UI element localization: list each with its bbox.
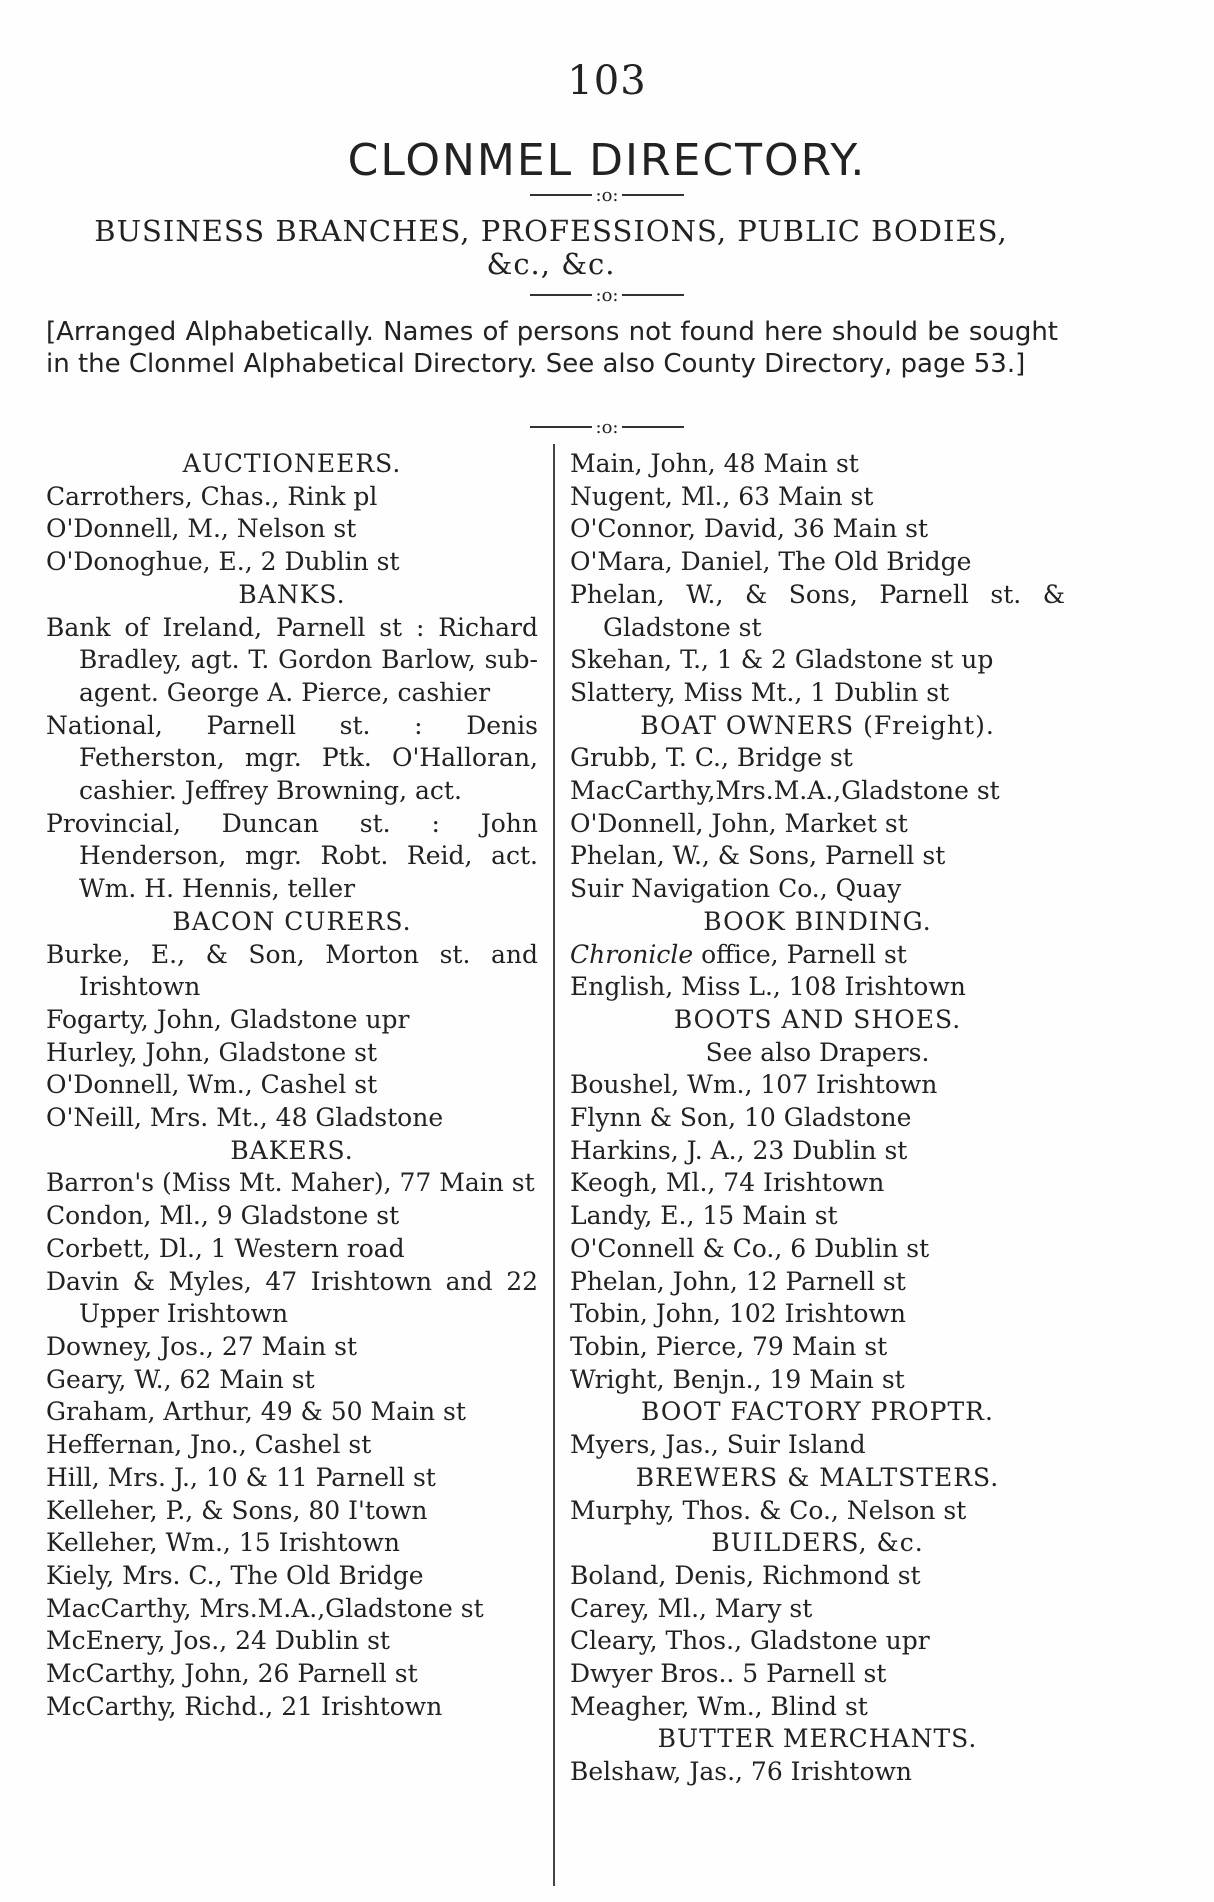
section-heading: BOOTS AND SHOES.	[673, 1004, 962, 1034]
directory-entry: Cleary, Thos., Gladstone upr	[570, 1626, 930, 1656]
divider-mark: :o:	[595, 284, 619, 306]
directory-entry: Heffernan, Jno., Cashel st	[46, 1430, 372, 1460]
directory-entry: Landy, E., 15 Main st	[570, 1201, 838, 1231]
directory-entry: Belshaw, Jas., 76 Irishtown	[570, 1757, 913, 1787]
directory-entry: O'Connell & Co., 6 Dublin st	[570, 1233, 930, 1263]
subtitle-divider	[0, 284, 1214, 306]
directory-entry: MacCarthy, Mrs.M.A.,Gladstone st	[46, 1593, 484, 1623]
directory-entry: Phelan, John, 12 Parnell st	[570, 1266, 906, 1296]
divider-rule-right	[622, 294, 684, 296]
directory-entry: Flynn & Son, 10 Gladstone	[570, 1103, 912, 1133]
directory-entry: Carrothers, Chas., Rink pl	[46, 481, 378, 511]
publication-name: Chronicle	[570, 939, 694, 969]
directory-entry: Tobin, John, 102 Irishtown	[570, 1299, 906, 1329]
directory-entry: Nugent, Ml., 63 Main st	[570, 481, 874, 511]
directory-entry: Geary, W., 62 Main st	[46, 1364, 315, 1394]
section-heading: BUTTER MERCHANTS.	[657, 1724, 978, 1754]
directory-entry: National, Parnell st. : Denis Fetherston, mgr. Ptk. O'Halloran, cashier. Jeffrey Browning, act.	[46, 710, 538, 806]
arrangement-note: [Arranged Alphabetically. Names of persons not found here should be sought in the Clonmel Alphabetical Directory. See also County Directory, page 53.]	[46, 317, 1058, 379]
directory-entry: Tobin, Pierce, 79 Main st	[570, 1331, 888, 1361]
directory-entry: O'Neill, Mrs. Mt., 48 Gladstone	[46, 1103, 444, 1133]
directory-entry: Harkins, J. A., 23 Dublin st	[570, 1135, 908, 1165]
divider-rule-left	[530, 426, 592, 428]
directory-entry: Grubb, T. C., Bridge st	[570, 743, 853, 773]
directory-entry: O'Mara, Daniel, The Old Bridge	[570, 547, 972, 577]
directory-entry: Main, John, 48 Main st	[570, 449, 859, 478]
page-title: CLONMEL DIRECTORY.	[347, 135, 867, 186]
directory-entry: McCarthy, John, 26 Parnell st	[46, 1659, 418, 1689]
title-divider	[0, 184, 1214, 206]
column-separator	[553, 444, 555, 1886]
directory-entry: Boushel, Wm., 107 Irishtown	[570, 1070, 938, 1100]
section-heading: BUILDERS, &c.	[711, 1528, 924, 1558]
directory-entry: Hill, Mrs. J., 10 & 11 Parnell st	[46, 1462, 436, 1492]
directory-entry: Phelan, W., & Sons, Parnell st	[570, 841, 946, 871]
directory-entry: Fogarty, John, Gladstone upr	[46, 1004, 410, 1034]
directory-entry: Kiely, Mrs. C., The Old Bridge	[46, 1560, 424, 1590]
directory-entry: O'Donnell, Wm., Cashel st	[46, 1070, 378, 1100]
section-heading: BACON CURERS.	[172, 906, 412, 936]
directory-entry: Graham, Arthur, 49 & 50 Main st	[46, 1397, 466, 1427]
directory-entry: Boland, Denis, Richmond st	[570, 1560, 921, 1590]
divider-rule-right	[622, 194, 684, 196]
directory-entry: Dwyer Bros.. 5 Parnell st	[570, 1659, 887, 1689]
directory-entry: O'Donnell, M., Nelson st	[46, 514, 357, 544]
directory-entry	[570, 939, 1065, 972]
left-column	[46, 448, 538, 1723]
directory-entry: Barron's (Miss Mt. Maher), 77 Main st	[46, 1168, 535, 1198]
directory-entry: Phelan, W., & Sons, Parnell st. & Gladstone st	[570, 579, 1065, 642]
directory-entry: Kelleher, P., & Sons, 80 I'town	[46, 1495, 428, 1525]
right-column	[570, 448, 1065, 1789]
directory-entry: Corbett, Dl., 1 Western road	[46, 1233, 405, 1263]
directory-entry: Davin & Myles, 47 Irishtown and 22 Upper Irishtown	[46, 1266, 538, 1329]
directory-entry: Murphy, Thos. & Co., Nelson st	[570, 1495, 967, 1525]
directory-entry: Hurley, John, Gladstone st	[46, 1037, 378, 1067]
divider-mark: :o:	[595, 184, 619, 206]
directory-entry: Keogh, Ml., 74 Irishtown	[570, 1168, 885, 1198]
directory-entry: Skehan, T., 1 & 2 Gladstone st up	[570, 645, 994, 675]
directory-entry: Myers, Jas., Suir Island	[570, 1430, 866, 1460]
directory-entry: Provincial, Duncan st. : John Henderson, mgr. Robt. Reid, act. Wm. H. Hennis, teller	[46, 808, 538, 904]
directory-entry: Wright, Benjn., 19 Main st	[570, 1364, 905, 1394]
directory-entry: O'Donoghue, E., 2 Dublin st	[46, 547, 400, 577]
directory-entry: Burke, E., & Son, Morton st. and Irishtown	[46, 939, 538, 1002]
directory-entry: O'Connor, David, 36 Main st	[570, 514, 929, 544]
columns-divider	[0, 416, 1214, 438]
directory-entry: Bank of Ireland, Parnell st : Richard Bradley, agt. T. Gordon Barlow, sub-agent. George A. Pierce, cashier	[46, 612, 538, 707]
directory-entry: Kelleher, Wm., 15 Irishtown	[46, 1528, 400, 1558]
subtitle-line-2: &c., &c.	[486, 247, 616, 281]
section-heading: BOOK BINDING.	[703, 906, 932, 936]
page-number: 103	[567, 58, 647, 104]
divider-mark: :o:	[595, 416, 619, 438]
section-heading: BAKERS.	[230, 1135, 354, 1165]
directory-entry: Carey, Ml., Mary st	[570, 1593, 813, 1623]
directory-entry: Suir Navigation Co., Quay	[570, 874, 902, 904]
directory-entry: Downey, Jos., 27 Main st	[46, 1331, 358, 1361]
subtitle-line-1: BUSINESS BRANCHES, PROFESSIONS, PUBLIC BODIES,	[94, 214, 1008, 248]
section-heading: BREWERS & MALTSTERS.	[635, 1462, 1000, 1492]
entry-text: office, Parnell st	[693, 939, 907, 969]
section-heading: AUCTIONEERS.	[182, 449, 402, 478]
directory-entry: O'Donnell, John, Market st	[570, 808, 908, 838]
section-note: See also Drapers.	[705, 1037, 930, 1067]
section-heading: BOOT FACTORY PROPTR.	[641, 1397, 994, 1427]
directory-entry: McCarthy, Richd., 21 Irishtown	[46, 1691, 443, 1721]
divider-rule-left	[530, 194, 592, 196]
divider-rule-left	[530, 294, 592, 296]
directory-entry: McEnery, Jos., 24 Dublin st	[46, 1626, 390, 1656]
directory-entry: English, Miss L., 108 Irishtown	[570, 972, 966, 1002]
directory-entry: Condon, Ml., 9 Gladstone st	[46, 1201, 400, 1231]
directory-entry: MacCarthy,Mrs.M.A.,Gladstone st	[570, 776, 1000, 806]
divider-rule-right	[622, 426, 684, 428]
directory-entry: Meagher, Wm., Blind st	[570, 1691, 868, 1721]
directory-entry: Slattery, Miss Mt., 1 Dublin st	[570, 677, 950, 707]
subtitle	[46, 215, 1056, 281]
section-heading: BOAT OWNERS (Freight).	[640, 710, 995, 740]
section-heading: BANKS.	[238, 579, 346, 609]
